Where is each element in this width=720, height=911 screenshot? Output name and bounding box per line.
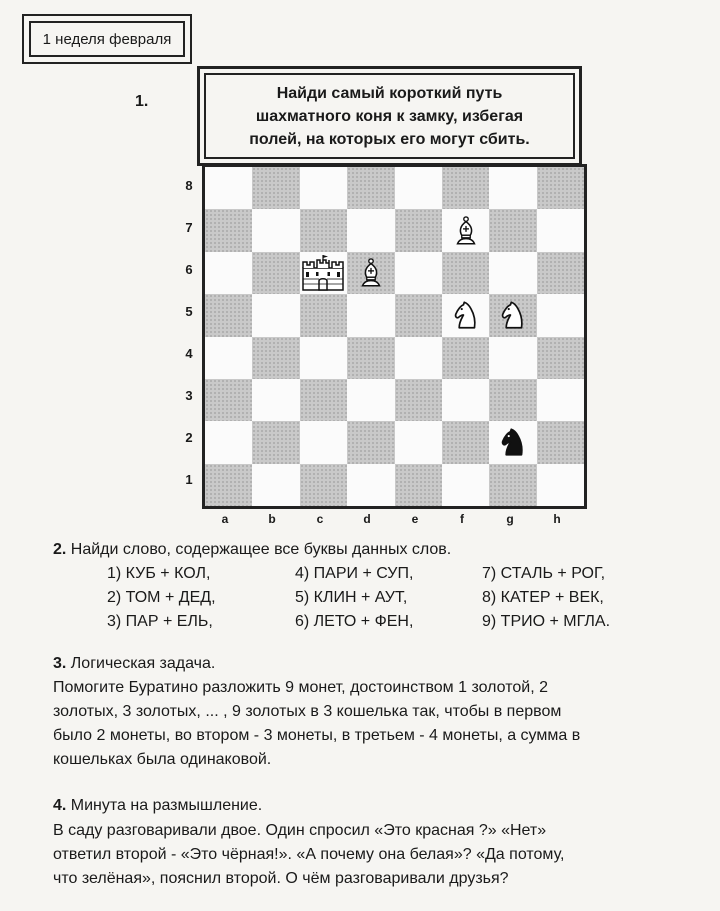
square-b2: [252, 421, 299, 463]
square-f2: [442, 421, 489, 463]
task1-prompt-box: [197, 66, 582, 166]
task3-title: Логическая задача.: [66, 655, 216, 672]
square-d1: [347, 464, 394, 506]
rank-label-5: 5: [185, 304, 193, 319]
file-label-g: g: [506, 512, 514, 526]
square-c2: [300, 421, 347, 463]
square-e5: [395, 294, 442, 336]
square-g3: [489, 379, 536, 421]
task2-number: 2.: [53, 541, 67, 558]
square-d7: [347, 209, 394, 251]
square-a1: [205, 464, 252, 506]
task4-heading: [53, 797, 262, 815]
square-h8: [537, 167, 584, 209]
square-c6: [300, 252, 347, 294]
square-a6: [205, 252, 252, 294]
task1-line: Найди самый короткий путь: [276, 84, 503, 102]
file-label-e: e: [411, 512, 419, 526]
square-h3: [537, 379, 584, 421]
task4-title: Минута на размышление.: [66, 797, 263, 814]
square-e3: [395, 379, 442, 421]
task4-number: 4.: [53, 797, 67, 814]
task3-line: золотых, 3 золотых, ... , 9 золотых в 3 кошелька так, чтобы в первом: [53, 703, 562, 720]
square-b8: [252, 167, 299, 209]
task1-number: 1.: [135, 93, 149, 110]
square-g2: [489, 421, 536, 463]
square-a7: [205, 209, 252, 251]
rank-label-2: 2: [185, 430, 193, 445]
file-label-a: a: [221, 512, 229, 526]
word-pair: 5) КЛИН + АУТ,: [295, 589, 408, 606]
word-pair: 8) КАТЕР + ВЕК,: [482, 589, 604, 606]
square-e4: [395, 337, 442, 379]
square-d2: [347, 421, 394, 463]
word-pair: 9) ТРИО + МГЛА.: [482, 613, 611, 630]
square-b6: [252, 252, 299, 294]
square-c7: [300, 209, 347, 251]
square-a8: [205, 167, 252, 209]
word-pair: 2) ТОМ + ДЕД,: [107, 589, 216, 606]
task4-line: ответил второй - «Это чёрная!». «А почему она белая»? «Да потому,: [53, 846, 565, 863]
word-pair: 1) КУБ + КОЛ,: [107, 565, 211, 582]
square-f7: [442, 209, 489, 251]
square-e1: [395, 464, 442, 506]
square-d3: [347, 379, 394, 421]
square-h7: [537, 209, 584, 251]
task2-text: Найди слово, содержащее все буквы данных слов.: [66, 541, 452, 558]
task3-heading: [53, 655, 215, 673]
square-e8: [395, 167, 442, 209]
square-a2: [205, 421, 252, 463]
file-label-c: c: [316, 512, 324, 526]
square-c3: [300, 379, 347, 421]
square-a4: [205, 337, 252, 379]
square-b7: [252, 209, 299, 251]
task3-body: [53, 676, 703, 772]
square-a5: [205, 294, 252, 336]
knight-icon: [496, 298, 530, 332]
rank-label-4: 4: [185, 346, 193, 361]
bishop-icon: [449, 214, 483, 248]
rank-label-1: 1: [185, 472, 193, 487]
square-d4: [347, 337, 394, 379]
square-f6: [442, 252, 489, 294]
square-a3: [205, 379, 252, 421]
square-h1: [537, 464, 584, 506]
word-pair: 3) ПАР + ЕЛЬ,: [107, 613, 213, 630]
task3-line: было 2 монеты, во втором - 3 монеты, в третьем - 4 монеты, а сумма в: [53, 727, 581, 744]
square-h2: [537, 421, 584, 463]
square-d8: [347, 167, 394, 209]
knight-icon: [496, 425, 530, 459]
file-label-d: d: [363, 512, 371, 526]
square-c4: [300, 337, 347, 379]
square-g8: [489, 167, 536, 209]
square-d5: [347, 294, 394, 336]
castle-icon: [301, 254, 345, 292]
square-e2: [395, 421, 442, 463]
task4-body: [53, 819, 703, 891]
square-b5: [252, 294, 299, 336]
week-label-box: [22, 14, 192, 64]
rank-label-3: 3: [185, 388, 193, 403]
square-f3: [442, 379, 489, 421]
square-b1: [252, 464, 299, 506]
square-h4: [537, 337, 584, 379]
task1-line: полей, на которых его могут сбить.: [249, 130, 530, 148]
file-label-f: f: [460, 512, 464, 526]
square-f4: [442, 337, 489, 379]
task3-line: кошельках была одинаковой.: [53, 751, 272, 768]
rank-label-8: 8: [185, 178, 193, 193]
task3-line: Помогите Буратино разложить 9 монет, достоинством 1 золотой, 2: [53, 679, 548, 696]
task3-number: 3.: [53, 655, 67, 672]
word-pair: 7) СТАЛЬ + РОГ,: [482, 565, 606, 582]
square-g5: [489, 294, 536, 336]
square-e7: [395, 209, 442, 251]
knight-icon: [449, 298, 483, 332]
square-h6: [537, 252, 584, 294]
square-f5: [442, 294, 489, 336]
square-c1: [300, 464, 347, 506]
task1-prompt: [204, 73, 575, 159]
file-label-b: b: [268, 512, 276, 526]
square-f1: [442, 464, 489, 506]
task1-line: шахматного коня к замку, избегая: [255, 107, 524, 125]
bishop-icon: [354, 256, 388, 290]
word-pair: 6) ЛЕТО + ФЕН,: [295, 613, 414, 630]
rank-label-7: 7: [185, 220, 193, 235]
word-pair: 4) ПАРИ + СУП,: [295, 565, 414, 582]
square-b4: [252, 337, 299, 379]
square-d6: [347, 252, 394, 294]
square-h5: [537, 294, 584, 336]
file-label-h: h: [553, 512, 561, 526]
square-e6: [395, 252, 442, 294]
rank-label-6: 6: [185, 262, 193, 277]
square-c5: [300, 294, 347, 336]
square-g6: [489, 252, 536, 294]
task4-line: В саду разговаривали двое. Один спросил «Это красная ?» «Нет»: [53, 822, 547, 839]
task2-heading: [53, 541, 451, 559]
task4-line: что зелёная», пояснил второй. О чём разговаривали друзья?: [53, 870, 509, 887]
square-g1: [489, 464, 536, 506]
square-b3: [252, 379, 299, 421]
square-c8: [300, 167, 347, 209]
week-label: 1 неделя февраля: [29, 21, 185, 57]
square-g4: [489, 337, 536, 379]
square-f8: [442, 167, 489, 209]
square-g7: [489, 209, 536, 251]
chess-board: [202, 164, 587, 509]
